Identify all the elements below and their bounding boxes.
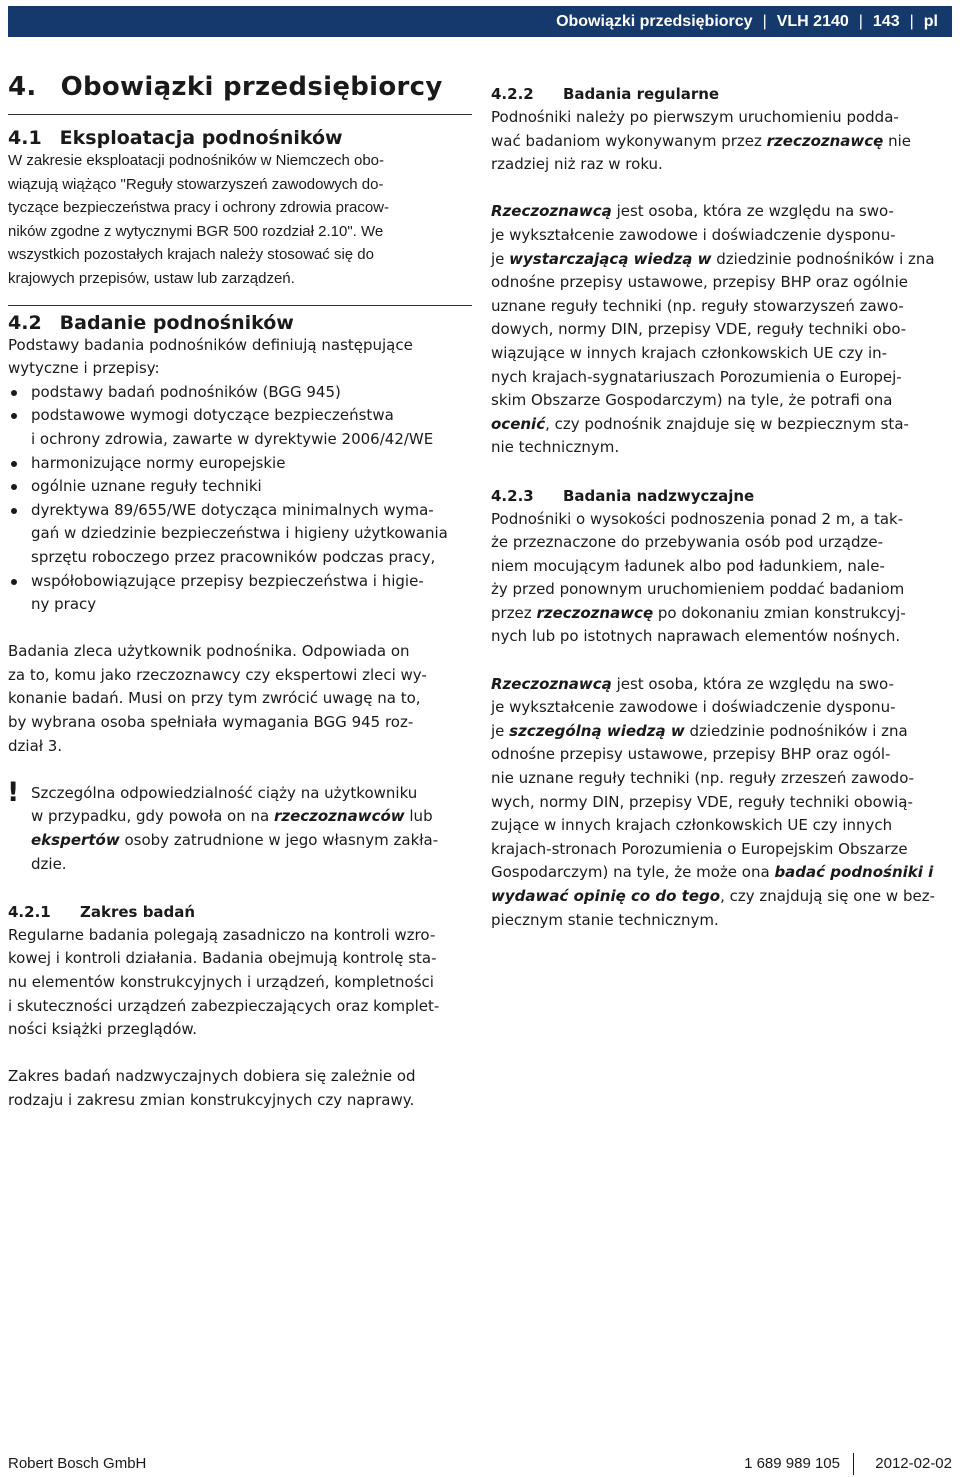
section-4-1-heading: 4.1 Eksploatacja podnośników [8, 127, 343, 149]
footer-date: 2012-02-02 [875, 1455, 952, 1472]
responsibility-note: ! Szczególna odpowiedzialność ciąży na użytkowniku w przypadku, gdy powoła on na rzeczoznawców lub ekspertów osoby zatrudnione w jego własnym zakła- dzie. [7, 776, 439, 873]
section-4-2-intro: Podstawy badania podnośników definiują następujące [8, 335, 413, 354]
exclamation-icon: ! [7, 776, 20, 808]
section-4-2-intro: wytyczne i przepisy: [8, 359, 160, 378]
list-item: ogólnie uznane reguły techniki [8, 475, 472, 499]
section-4-2-1-text: Regularne badania polegają zasadniczo na kontroli wzro- kowej i kontroli działania. Badania obejmują kontrolę sta- nu elementów konstrukcyjnych i urządzeń, kompletności i skuteczności urządzeń zabezpieczających oraz komplet- ności książki przeglądów. [8, 925, 440, 1039]
section-4-2-3-heading: 4.2.3 Badania nadzwyczajne [491, 486, 755, 505]
section-4-2-2-heading: 4.2.2 Badania regularne [491, 85, 720, 103]
list-item: podstawy badań podnośników (BGG 945) [8, 381, 472, 405]
left-column [8, 72, 472, 1113]
header-separator: | [762, 12, 767, 30]
expert-definition-extraordinary: Rzeczoznawcą jest osoba, która ze względu na swo- je wykształcenie zawodowe i doświadczenie dysponu- je szczególną wiedzą w dziedzinie podnośników i zna odnośne przepisy ustawowe, przepisy BHP oraz ogól- nie uznane reguły techniki (np. reguły zrzeszeń zawodo- wych, normy DIN, przepisy VDE, reguły techniki obowią- zujące w innych krajach członkowskich UE czy innych krajach-stronach Porozumienia o Europejskim Obszarze Gospodarczym) na tyle, że może ona badać podnośniki i wydawać opinię co do tego, czy znajdują się one w bez- piecznym stanie technicznym. [491, 674, 935, 929]
list-item: współobowiązujące przepisy bezpieczeństwa i higie- ny pracy [8, 570, 472, 617]
header-doc: VLH 2140 [776, 12, 849, 30]
footer-doc-code: 1 689 989 105 [744, 1455, 840, 1472]
page-footer [8, 1453, 952, 1477]
regulation-list [8, 381, 472, 617]
section-4-2-heading: 4.2 Badanie podnośników [8, 311, 294, 334]
list-item: podstawowe wymogi dotyczące bezpieczeństwa i ochrony zdrowia, zawarte w dyrektywie 2006/42/WE [8, 404, 472, 451]
section-4-2-1-extra: Zakres badań nadzwyczajnych dobiera się zależnie od rodzaju i zakresu zmian konstrukcyjnych czy naprawy. [8, 1067, 416, 1109]
header-language: pl [923, 12, 938, 30]
right-column: 4.2.2 Badania regularne Podnośniki należy po pierwszym uruchomieniu podda- wać badaniom wykonywanym przez rzeczoznawcę nie rzadziej niż raz w roku. Rzeczoznawcą jest osoba, która ze względu na swo- je wykształcenie zawodowe i doświadczenie dysponu- je wystarczającą wiedzą w dziedzinie podnośników i zna odnośne przepisy ustawowe, przepisy BHP oraz ogólnie uznane reguły techniki (np. reguły stowarzyszeń zawo- dowych, normy DIN, przepisy VDE, reguły techniki obo- wiązujące w innych krajach członkowskich UE czy in- nych krajach-sygnatariuszach Porozumienia o Europej- skim Obszarze Gospodarczym) na tyle, że potrafi ona ocenić, czy podnośnik znajduje się w bezpiecznym sta- nie technicznym. 4.2.3 Badania nadzwyczajne Podnośniki o wysokości podnoszenia ponad 2 m, a tak- że przeznaczone do przebywania osób pod urządze- niem mocującym ładunek albo pod ładunkiem, nale- ży przed ponownym uruchomieniem poddać badaniom przez rzeczoznawcę po dokonaniu zmian konstrukcyj- nych lub po istotnych naprawach elementów nośnych. Rzeczoznawcą jest osoba, która ze względu na swo- je wykształcenie zawodowe i doświadczenie dysponu- je szczególną wiedzą w dziedzinie podnośników i zna odnośne przepisy ustawowe, przepisy BHP oraz ogól- nie uznane reguły techniki (np. reguły zrzeszeń zawodo- wych, normy DIN, przepisy VDE, reguły techniki obowią- zujące w innych krajach członkowskich UE czy innych krajach-stronach Porozumienia o Europejskim Obszarze Gospodarczym) na tyle, że może ona badać podnośniki i wydawać opinię co do tego, czy znajdują się one w bez- piecznym stanie technicznym. [491, 82, 955, 932]
list-item: harmonizujące normy europejskie [8, 452, 472, 476]
page-header-bar [8, 6, 952, 37]
footer-company: Robert Bosch GmbH [8, 1455, 147, 1472]
chapter-title: 4. Obowiązki przedsiębiorcy [8, 72, 472, 115]
footer-divider [853, 1453, 854, 1475]
header-separator: | [909, 12, 914, 30]
list-item: dyrektywa 89/655/WE dotycząca minimalnych wyma- gań w dziedzinie bezpieczeństwa i higieny użytkowania sprzętu roboczego przez pracowników podczas pracy, [8, 499, 472, 570]
section-divider [8, 305, 472, 306]
header-separator: | [858, 12, 863, 30]
header-page-number: 143 [872, 12, 900, 30]
section-4-1-text: W zakresie eksploatacji podnośników w Niemczech obo- wiązują wiążąco "Reguły stowarzyszeń zawodowych do- tyczące bezpieczeństwa pracy i ochrony zdrowia pracow- ników zgodne z wytycznymi BGR 500 rozdział 2.10". We wszystkich pozostałych krajach należy stosować się do krajowych przepisów, ustaw lub zarządzeń. [8, 152, 389, 287]
header-title: Obowiązki przedsiębiorcy [556, 12, 753, 30]
expert-definition: Rzeczoznawcą jest osoba, która ze względu na swo- je wykształcenie zawodowe i doświadczenie dysponu- je wystarczającą wiedzą w dziedzinie podnośników i zna odnośne przepisy ustawowe, przepisy BHP oraz ogólnie uznane reguły techniki (np. reguły stowarzyszeń zawo- dowych, normy DIN, przepisy VDE, reguły techniki obo- wiązujące w innych krajach członkowskich UE czy in- nych krajach-sygnatariuszach Porozumienia o Europej- skim Obszarze Gospodarczym) na tyle, że potrafi ona ocenić, czy podnośnik znajduje się w bezpiecznym sta- nie technicznym. [491, 202, 935, 457]
section-4-2-paragraph: Badania zleca użytkownik podnośnika. Odpowiada on za to, komu jako rzeczoznawcy czy ekspertowi zleci wy- konanie badań. Musi on przy tym zwrócić uwagę na to, by wybrana osoba spełniała wymagania BGG 945 roz- dział 3. [8, 642, 427, 755]
section-4-2-1-heading: 4.2.1 Zakres badań [8, 902, 196, 921]
